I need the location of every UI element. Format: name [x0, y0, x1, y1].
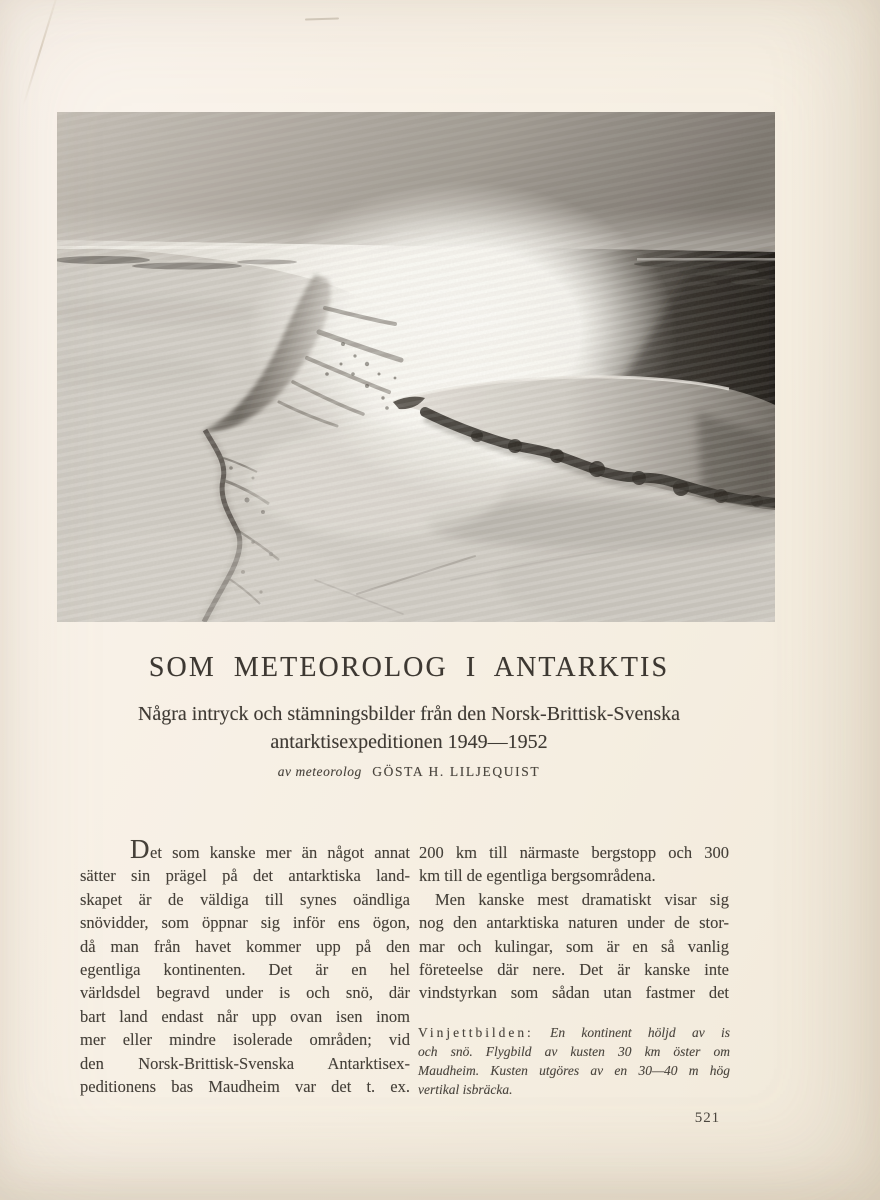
byline-author-name: GÖSTA H. LILJEQUIST	[372, 764, 541, 779]
byline	[0, 764, 818, 780]
text-line-rest: et som kanske mer än något annat	[150, 843, 410, 862]
subtitle-line-1: Några intryck och stämningsbilder från den Norsk-Brittisk-Svenska	[137, 703, 681, 725]
text-line: då man från havet kommer upp på den	[80, 936, 410, 956]
article-title: SOM METEOROLOG I ANTARKTIS	[148, 652, 670, 683]
text-line: den Norsk-Brittisk-Svenska Antarktisex-	[80, 1053, 410, 1073]
text-line: Maudheim. Kusten utgöres av en 30—40 m hög	[418, 1063, 730, 1078]
text-line: företeelse där nere. Det är kanske inte	[419, 959, 729, 979]
text-line: och snö. Flygbild av kusten 30 km öster om	[418, 1044, 730, 1059]
text-line: peditionens bas Maudheim var det t. ex.	[80, 1076, 410, 1096]
text-line	[80, 834, 410, 864]
text-line: världsdel begravd under is och snö, där	[80, 983, 410, 1003]
text-line: bart land endast når upp ovan isen inom	[80, 1006, 410, 1026]
article-subtitle	[0, 700, 818, 756]
caption-line-text: En kontinent höljd av is	[550, 1025, 731, 1040]
text-line: km till de egentliga bergsområdena.	[419, 866, 656, 886]
text-line: mar och kulingar, som är en så vanlig	[419, 936, 729, 956]
body-column-left	[80, 834, 410, 1098]
photo-caption	[418, 1023, 730, 1099]
paper-scratch	[305, 17, 339, 20]
vignette-photo	[57, 112, 775, 622]
text-line: 200 km till närmaste bergstopp och 300	[419, 843, 729, 862]
text-line	[418, 1023, 730, 1042]
body-column-right	[419, 841, 729, 1005]
antarctic-coast-photo-art	[57, 112, 775, 622]
text-line: egentliga kontinenten. Det är en hel	[80, 959, 410, 979]
text-line: mer eller mindre isolerade områden; vid	[80, 1030, 410, 1050]
text-line: Men kanske mest dramatiskt visar sig	[435, 889, 729, 909]
text-line: vertikal isbräcka.	[418, 1082, 513, 1097]
text-line: sätter sin prägel på det antarktiska land-	[80, 866, 410, 886]
byline-prefix: av meteorolog	[277, 764, 362, 779]
caption-label: Vinjettbilden:	[418, 1025, 534, 1040]
text-line: nog den antarktiska naturen under de stor-	[419, 913, 729, 933]
drop-cap-initial: D	[130, 834, 150, 864]
page-number: 521	[694, 1110, 720, 1126]
subtitle-line-2: antarktisexpeditionen 1949—1952	[270, 731, 548, 753]
text-line: skapet är de väldiga till synes oändliga	[80, 889, 410, 909]
paper-crease	[23, 0, 60, 106]
text-line: vindstyrkan som sådan utan fastmer det	[419, 983, 729, 1003]
text-line: snövidder, som öppnar sig inför ens ögon,	[80, 913, 410, 933]
